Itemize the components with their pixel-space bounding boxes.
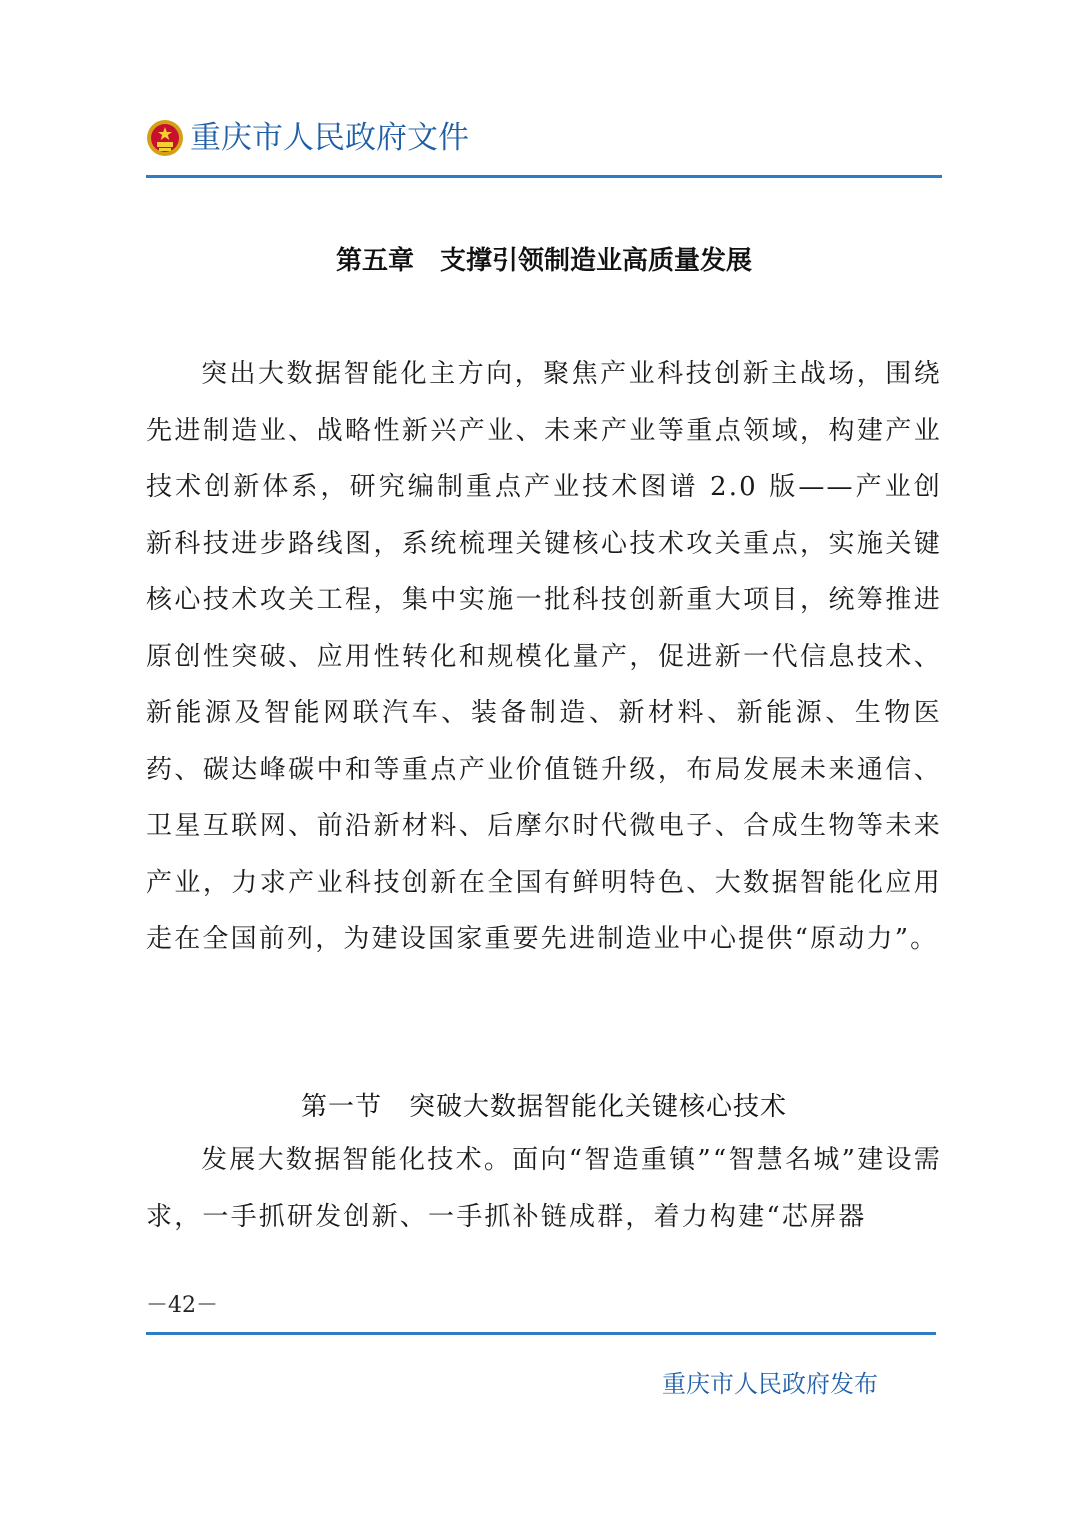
page-number: －42－ xyxy=(146,1293,218,1318)
footer-divider xyxy=(146,1332,936,1335)
body-paragraph: 突出大数据智能化主方向，聚焦产业科技创新主战场，围绕先进制造业、战略性新兴产业、未来产业等重点领域，构建产业技术创新体系，研究编制重点产业技术图谱 2.0 版——产业创新科技进步路线图，系统梳理关键核心技术攻关重点，实施关键核心技术攻关工程，集中实施一批科技创新重大项目，统筹推进原创性突破、应用性转化和规模化量产，促进新一代信息技术、新能源及智能网联汽车、装备制造、新材料、新能源、生物医药、碳达峰碳中和等重点产业价值链升级，布局发展未来通信、卫星互联网、前沿新材料、后摩尔时代微电子、合成生物等未来产业，力求产业科技创新在全国有鲜明特色、大数据智能化应用走在全国前列，为建设国家重要先进制造业中心提供“原动力”。 xyxy=(146,359,942,954)
header-title: 重庆市人民政府文件 xyxy=(190,120,469,156)
document-header xyxy=(146,118,469,158)
chapter-title: 第五章 支撑引领制造业高质量发展 xyxy=(335,246,752,276)
footer-publisher: 重庆市人民政府发布 xyxy=(662,1370,878,1398)
header-divider xyxy=(146,175,942,178)
section-title: 第一节 突破大数据智能化关键核心技术 xyxy=(300,1092,787,1122)
body-paragraph-continued: 发展大数据智能化技术。面向“智造重镇”“智慧名城”建设需求，一手抓研发创新、一手抓补链成群，着力构建“芯屏器 xyxy=(146,1145,942,1232)
national-emblem-icon xyxy=(146,118,184,158)
